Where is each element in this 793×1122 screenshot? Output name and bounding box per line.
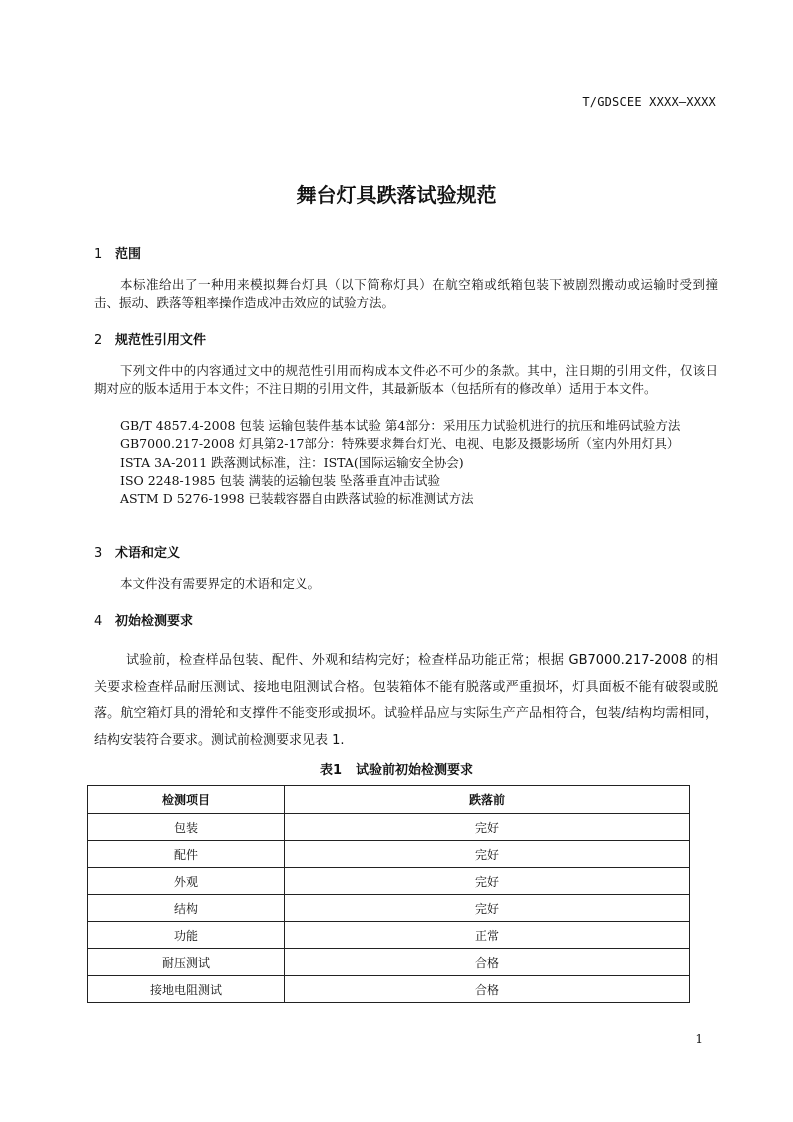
reference-item: GB/T 4857.4-2008 包装 运输包装件基本试验 第4部分：采用压力试验机进行的抗压和堆码试验方法	[120, 418, 681, 433]
table-header-cell: 跌落前	[285, 786, 690, 814]
table-caption-text: 试验前初始检测要求	[356, 763, 474, 778]
reference-item: GB7000.217-2008 灯具第2-17部分：特殊要求舞台灯光、电视、电影及摄影场所（室内外用灯具）	[120, 436, 680, 452]
table-cell: 配件	[88, 841, 285, 868]
document-title: 舞台灯具跌落试验规范	[296, 183, 497, 207]
table-cell: 接地电阻测试	[88, 976, 285, 1003]
table-cell: 完好	[285, 841, 690, 868]
section-number: 4	[94, 614, 103, 629]
section-number: 2	[94, 333, 103, 348]
section-title: 初始检测要求	[115, 614, 194, 629]
table-row	[88, 949, 690, 976]
table-cell: 合格	[285, 949, 690, 976]
section-number: 1	[94, 247, 103, 262]
table-header-row	[88, 786, 690, 814]
section-title: 术语和定义	[115, 546, 181, 561]
inspection-table	[87, 785, 690, 1003]
table-row	[88, 841, 690, 868]
table-row	[88, 814, 690, 841]
section-1-paragraph: 本标准给出了一种用来模拟舞台灯具（以下简称灯具）在航空箱或纸箱包装下被剧烈搬动或运输时受到撞击、振动、跌落等粗率操作造成冲击效应的试验方法。	[94, 277, 718, 311]
reference-list	[94, 417, 718, 508]
table-cell: 外观	[88, 868, 285, 895]
table-cell: 完好	[285, 868, 690, 895]
table-cell: 正常	[285, 922, 690, 949]
reference-item: ISTA 3A-2011 跌落测试标准，注：ISTA(国际运输安全协会)	[120, 454, 464, 470]
table-row	[88, 922, 690, 949]
table-row	[88, 976, 690, 1003]
section-4-heading	[94, 610, 193, 629]
table-row	[88, 895, 690, 922]
table-cell: 完好	[285, 814, 690, 841]
section-2-heading	[94, 329, 206, 348]
table-cell: 包装	[88, 814, 285, 841]
table-cell: 完好	[285, 895, 690, 922]
section-number: 3	[94, 546, 103, 561]
document-code: T/GDSCEE XXXX—XXXX	[582, 95, 716, 109]
section-title: 范围	[115, 247, 142, 262]
section-3-paragraph: 本文件没有需要界定的术语和定义。	[120, 576, 321, 591]
page-number: 1	[695, 1032, 703, 1046]
table-row	[88, 868, 690, 895]
section-1-heading	[94, 243, 141, 262]
table-caption-number: 表1	[319, 763, 343, 778]
table-cell: 合格	[285, 976, 690, 1003]
reference-item: ISO 2248-1985 包装 满装的运输包装 坠落垂直冲击试验	[120, 472, 440, 488]
section-2-paragraph: 下列文件中的内容通过文中的规范性引用而构成本文件必不可少的条款。其中，注日期的引用文件，仅该日期对应的版本适用于本文件；不注日期的引用文件，其最新版本（包括所有的修改单）适用于本文件。	[94, 363, 718, 397]
table-caption	[0, 759, 793, 778]
section-4-paragraph: 试验前，检查样品包装、配件、外观和结构完好；检查样品功能正常；根据 GB7000.217-2008 的相关要求检查样品耐压测试、接地电阻测试合格。包装箱体不能有脱落或严重损坏，灯具面板不能有破裂或脱落。航空箱灯具的滑轮和支撑件不能变形或损坏。试验样品应与实际生产产品相符合，包装/结构均需相同，结构安装符合要求。测试前检测要求见表 1.	[94, 653, 718, 748]
section-title: 规范性引用文件	[115, 333, 207, 348]
table-header-cell: 检测项目	[88, 786, 285, 814]
reference-item: ASTM D 5276-1998 已装载容器自由跌落试验的标准测试方法	[120, 491, 474, 507]
table-cell: 结构	[88, 895, 285, 922]
table-cell: 耐压测试	[88, 949, 285, 976]
table-cell: 功能	[88, 922, 285, 949]
section-3-heading	[94, 542, 180, 561]
